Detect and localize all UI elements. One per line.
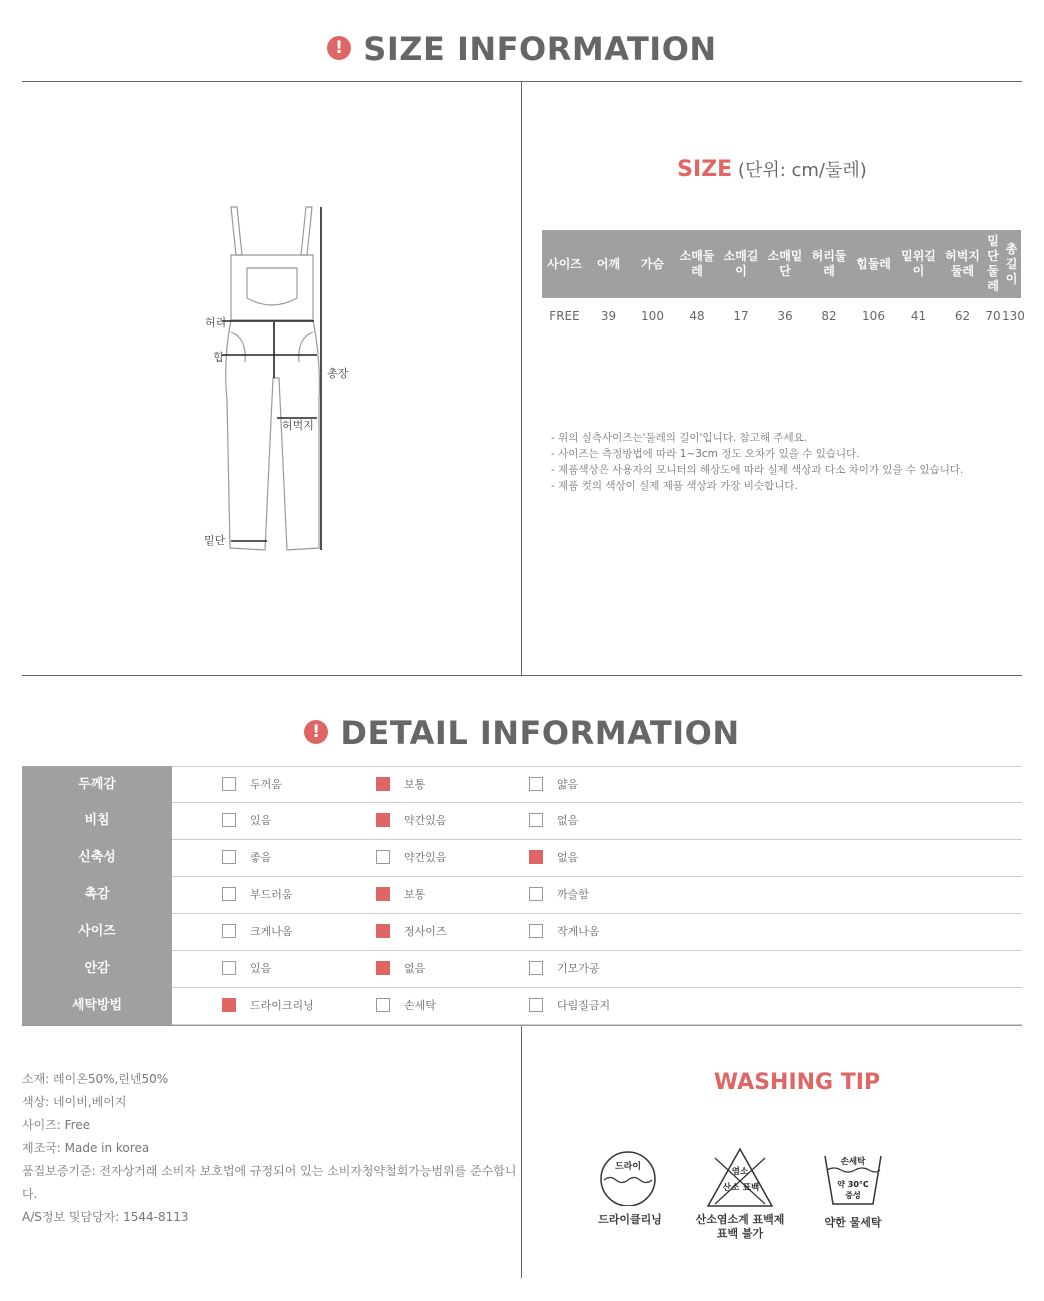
detail-option: [222, 962, 271, 976]
detail-option: [222, 814, 271, 828]
no-bleach-icon: [705, 1146, 775, 1210]
detail-option-label: 약간있음: [404, 814, 447, 827]
divider: [22, 81, 1022, 82]
checkbox-icon: [376, 850, 390, 864]
detail-option-label: 까슬함: [557, 888, 589, 901]
checkbox-icon: [376, 813, 390, 827]
checkbox-icon: [376, 924, 390, 938]
svg-text:염소: 염소: [731, 1167, 749, 1177]
detail-option: [529, 888, 589, 902]
overalls-diagram: [195, 200, 365, 560]
checkbox-icon: [529, 850, 543, 864]
alert-icon: !: [327, 36, 351, 60]
detail-option: [222, 778, 282, 792]
detail-option-label: 좋음: [250, 851, 272, 864]
size-header-cell: 허리둘레: [807, 230, 851, 298]
detail-option-label: 보통: [404, 778, 426, 791]
size-header-cell: 어깨: [587, 230, 630, 298]
product-info-line: 제조국: Made in korea: [22, 1141, 150, 1155]
size-header-cell: 소매밑단: [763, 230, 807, 298]
detail-section-title: ! DETAIL INFORMATION: [0, 714, 1044, 752]
detail-label: 비침: [22, 802, 172, 840]
detail-option: [376, 888, 425, 902]
detail-option: [222, 925, 293, 939]
checkbox-icon: [222, 924, 236, 938]
label-hem: 밑단: [204, 534, 226, 547]
detail-option: [529, 814, 578, 828]
detail-row: [22, 840, 1022, 877]
size-cell: FREE: [549, 309, 580, 323]
hand-wash-icon: [822, 1152, 884, 1210]
checkbox-icon: [222, 887, 236, 901]
detail-option-label: 없음: [557, 814, 579, 827]
label-thigh: 허벅지: [282, 419, 314, 432]
detail-label: 두께감: [22, 766, 172, 804]
detail-label: 촉감: [22, 876, 172, 914]
size-header-cell: 밑단둘레: [984, 230, 1002, 298]
checkbox-icon: [529, 961, 543, 975]
checkbox-icon: [222, 777, 236, 791]
detail-option: [376, 999, 436, 1013]
washing-tip-title: WASHING TIP: [713, 1070, 881, 1095]
size-note: - 제품 컷의 색상이 실제 제품 색상과 가장 비슷합니다.: [551, 480, 798, 492]
product-info-line: 사이즈: Free: [22, 1118, 91, 1132]
product-info: [22, 1068, 517, 1229]
product-info-line: 품질보증기준: 전자상거래 소비자 보호법에 규정되어 있는 소비자청약철회가능범위를 준수합니다.: [22, 1164, 517, 1201]
detail-option: [529, 962, 600, 976]
dry-clean-icon: [598, 1150, 660, 1206]
size-section-title: ! SIZE INFORMATION: [0, 30, 1044, 68]
product-info-line: 색상: 네이비,베이지: [22, 1095, 127, 1109]
detail-option-label: 있음: [250, 962, 272, 975]
detail-option: [529, 851, 578, 865]
size-cell: 41: [910, 309, 927, 323]
detail-option-label: 다림질금지: [557, 999, 611, 1012]
detail-row: [22, 951, 1022, 988]
detail-row: [22, 766, 1022, 803]
label-hip: 힙: [213, 351, 224, 364]
dry-clean-label: 드라이클리닝: [598, 1213, 662, 1226]
detail-option-label: 작게나옴: [557, 925, 600, 938]
svg-text:약 30°C: 약 30°C: [837, 1180, 869, 1189]
checkbox-icon: [222, 961, 236, 975]
divider: [22, 1025, 1022, 1026]
checkbox-icon: [529, 777, 543, 791]
detail-row: [22, 914, 1022, 951]
checkbox-icon: [376, 777, 390, 791]
detail-label: 세탁방법: [22, 987, 172, 1025]
detail-row: [22, 988, 1022, 1025]
size-header-cell: 소매길이: [719, 230, 763, 298]
size-cell: 106: [862, 309, 885, 323]
detail-option-label: 보통: [404, 888, 426, 901]
detail-option: [376, 925, 447, 939]
detail-table: [22, 766, 1022, 1025]
size-header-cell: 허벅지둘레: [941, 230, 984, 298]
divider: [521, 1026, 522, 1278]
checkbox-icon: [376, 887, 390, 901]
svg-text:드라이: 드라이: [614, 1162, 642, 1172]
checkbox-icon: [376, 961, 390, 975]
checkbox-icon: [529, 998, 543, 1012]
checkbox-icon: [529, 887, 543, 901]
size-note: - 제품색상은 사용자의 모니터의 해상도에 따라 실제 색상과 다소 차이가 있을 수 있습니다.: [551, 464, 964, 476]
size-row: [542, 298, 1021, 334]
checkbox-icon: [376, 998, 390, 1012]
detail-option: [376, 778, 425, 792]
detail-option-label: 얇음: [557, 778, 579, 791]
size-cell: 62: [954, 309, 971, 323]
detail-option-label: 손세탁: [404, 999, 436, 1012]
svg-text:산소: 산소: [722, 1183, 740, 1193]
detail-label: 신축성: [22, 839, 172, 877]
detail-option: [529, 999, 610, 1013]
detail-option-label: 기모가공: [557, 962, 600, 975]
detail-option-label: 없음: [404, 962, 426, 975]
checkbox-icon: [222, 813, 236, 827]
detail-option-label: 두꺼움: [250, 778, 282, 791]
detail-option: [376, 962, 425, 976]
label-total-length: 총장: [327, 367, 349, 380]
detail-option-label: 약간있음: [404, 851, 447, 864]
no-bleach-label: 산소염소계 표백제 표백 불가: [695, 1213, 785, 1240]
svg-text:손세탁: 손세탁: [840, 1157, 866, 1167]
detail-option: [222, 851, 271, 865]
checkbox-icon: [222, 998, 236, 1012]
checkbox-icon: [222, 850, 236, 864]
detail-option-label: 드라이크리닝: [250, 999, 314, 1012]
size-notes: [551, 430, 963, 494]
detail-label: 사이즈: [22, 913, 172, 951]
size-header-cell: 사이즈: [542, 230, 587, 298]
size-header-cell: 힙둘레: [851, 230, 896, 298]
detail-label: 안감: [22, 950, 172, 988]
detail-option: [376, 851, 447, 865]
size-heading: SIZE (단위: cm/둘레): [677, 157, 867, 182]
detail-option: [376, 814, 447, 828]
size-cell: 70: [985, 309, 1001, 323]
svg-text:중성: 중성: [845, 1191, 861, 1200]
size-cell: 82: [821, 309, 837, 323]
label-waist: 허리: [205, 316, 227, 329]
size-header-cell: 밑위길이: [896, 230, 941, 298]
detail-option-label: 크게나옴: [250, 925, 293, 938]
size-note: - 위의 실측사이즈는'둘레의 길이'입니다. 참고해 주세요.: [551, 432, 808, 444]
detail-option: [222, 888, 293, 902]
detail-row: [22, 877, 1022, 914]
size-cell: 100: [641, 309, 664, 323]
svg-text:표백: 표백: [742, 1183, 760, 1193]
detail-option-label: 부드러움: [250, 888, 293, 901]
size-cell: 39: [600, 309, 617, 323]
size-header-cell: 소매둘레: [675, 230, 719, 298]
size-cell: 48: [689, 309, 705, 323]
detail-option: [529, 778, 578, 792]
detail-option-label: 있음: [250, 814, 272, 827]
size-note: - 사이즈는 측정방법에 따라 1~3cm 정도 오차가 있을 수 있습니다.: [551, 448, 860, 460]
size-header-cell: 총길이: [1002, 230, 1021, 298]
detail-option: [529, 925, 600, 939]
checkbox-icon: [529, 813, 543, 827]
size-table: [542, 230, 1025, 334]
detail-option: [222, 999, 314, 1013]
checkbox-icon: [529, 924, 543, 938]
product-info-line: A/S정보 및담당자: 1544-8113: [22, 1210, 189, 1224]
size-cell: 36: [777, 309, 793, 323]
detail-option-label: 정사이즈: [404, 925, 447, 938]
size-header-cell: 가슴: [630, 230, 675, 298]
detail-row: [22, 803, 1022, 840]
detail-option-label: 없음: [557, 851, 579, 864]
product-info-line: 소재: 레이온50%,린넨50%: [22, 1072, 169, 1086]
divider: [22, 675, 1022, 676]
hand-wash-label: 약한 물세탁: [824, 1216, 882, 1229]
size-cell: 17: [733, 309, 749, 323]
size-cell: 130: [1002, 309, 1025, 323]
alert-icon: !: [304, 720, 328, 744]
